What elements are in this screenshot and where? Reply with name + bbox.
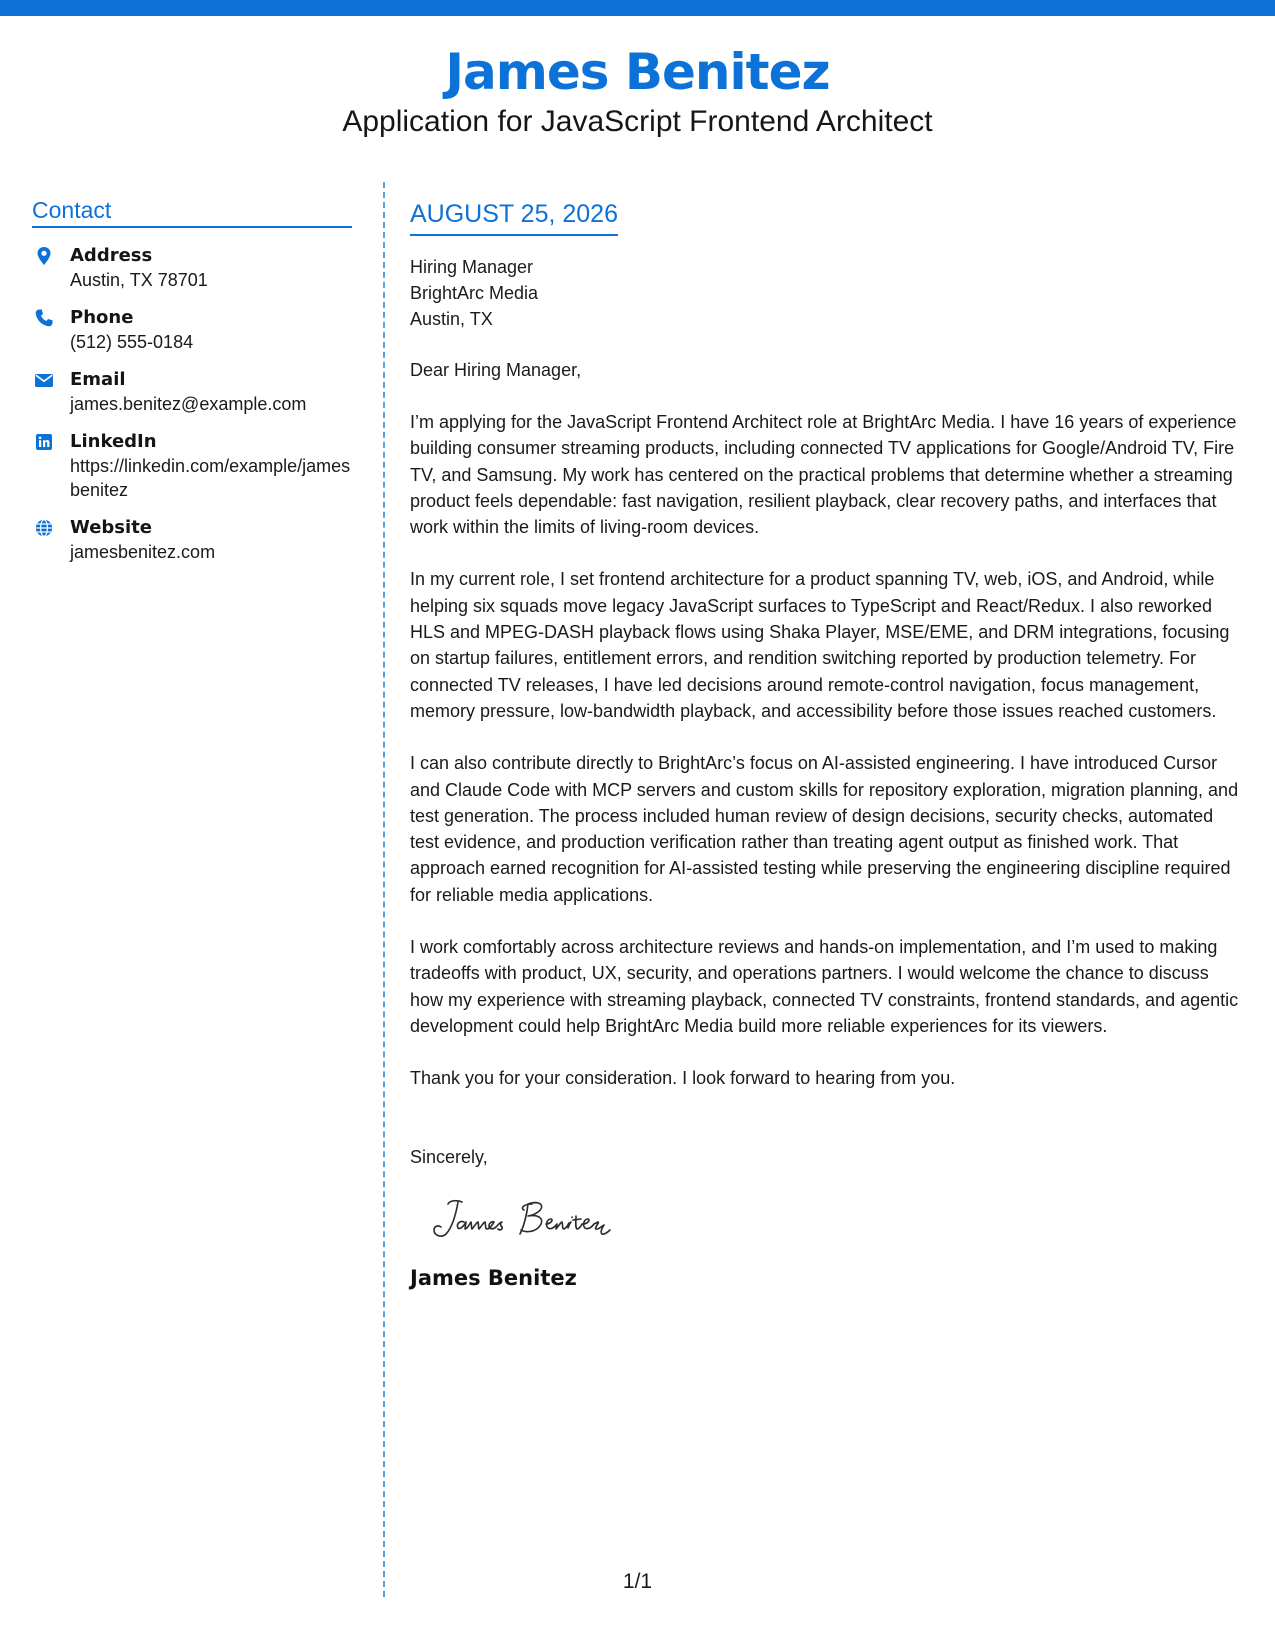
contact-item-linkedin bbox=[32, 430, 352, 502]
contact-sidebar bbox=[32, 196, 352, 564]
letter-paragraph: I work comfortably across architecture reviews and hands-on implementation, and I’m used to making tradeoffs with product, UX, security, and operations partners. I would welcome the chance to discuss how my experience with streaming playback, connected TV constraints, frontend standards, and agentic development could help BrightArc Media build more reliable experiences for its viewers. bbox=[410, 937, 1239, 1036]
header bbox=[0, 40, 1275, 140]
linkedin-icon bbox=[34, 432, 54, 452]
phone-icon bbox=[34, 308, 54, 328]
map-pin-icon bbox=[34, 246, 54, 266]
contact-label: Address bbox=[70, 245, 153, 266]
contact-item-phone bbox=[32, 306, 352, 354]
letter-date: AUGUST 25, 2026 bbox=[410, 198, 618, 236]
contact-item-email bbox=[32, 368, 352, 416]
email-value[interactable]: james.benitez@example.com bbox=[70, 394, 307, 414]
salutation: Dear Hiring Manager, bbox=[410, 360, 582, 380]
linkedin-value[interactable]: https://linkedin.com/example/jamesbenitez bbox=[70, 456, 351, 500]
globe-icon bbox=[34, 518, 54, 538]
address-value: Austin, TX 78701 bbox=[70, 270, 208, 290]
contact-item-website bbox=[32, 516, 352, 564]
envelope-icon bbox=[34, 370, 54, 390]
contact-label: Email bbox=[70, 369, 126, 390]
contact-title: Contact bbox=[32, 196, 352, 228]
letter-paragraph: I’m applying for the JavaScript Frontend Architect role at BrightArc Media. I have 16 years of experience building consumer streaming products, including connected TV applications for Google/Android TV, Fire TV, and Samsung. My work has centered on the practical problems that determine whether a streaming product feels dependable: fast navigation, resilient playback, clear recovery paths, and interfaces that work within the limits of living-room devices. bbox=[410, 412, 1237, 538]
signer-name: James Benitez bbox=[410, 1265, 577, 1290]
letter-paragraph: I can also contribute directly to BrightArc’s focus on AI-assisted engineering. I have introduced Cursor and Claude Code with MCP servers and custom skills for repository exploration, migration planning, and test generation. The process included human review of design decisions, security checks, automated test evidence, and production verification rather than treating agent output as finished work. That approach earned recognition for AI-assisted testing while preserving the engineering discipline required for reliable media applications. bbox=[410, 753, 1239, 905]
contact-item-address bbox=[32, 244, 352, 292]
applicant-name: James Benitez bbox=[445, 43, 830, 101]
recipient-block bbox=[410, 254, 1245, 332]
contact-label: Website bbox=[70, 517, 153, 538]
recipient-line: BrightArc Media bbox=[410, 283, 539, 303]
letter-paragraph: Thank you for your consideration. I look forward to hearing from you. bbox=[410, 1068, 956, 1089]
contact-list bbox=[32, 244, 352, 564]
phone-value: (512) 555-0184 bbox=[70, 332, 194, 352]
contact-label: Phone bbox=[70, 307, 134, 328]
letter-paragraph: In my current role, I set frontend architecture for a product spanning TV, web, iOS, and Android, while helping six squads move legacy JavaScript surfaces to TypeScript and React/Redux. I also reworked HLS and MPEG-DASH playback flows using Shaka Player, MSE/EME, and DRM integrations, focusing on startup failures, entitlement errors, and rendition switching reported by production telemetry. For connected TV releases, I have led decisions around remote-control navigation, focus management, memory pressure, low-bandwidth playback, and accessibility before those issues reached customers. bbox=[410, 569, 1230, 721]
application-subtitle: Application for JavaScript Frontend Architect bbox=[342, 105, 933, 138]
contact-label: LinkedIn bbox=[70, 431, 157, 452]
handwritten-signature bbox=[428, 1194, 658, 1246]
top-accent-bar bbox=[0, 0, 1275, 16]
page-number: 1/1 bbox=[622, 1570, 653, 1593]
recipient-line: Hiring Manager bbox=[410, 257, 534, 277]
letter-body bbox=[410, 198, 1245, 1290]
recipient-line: Austin, TX bbox=[410, 309, 493, 329]
column-divider bbox=[383, 182, 385, 1597]
website-value[interactable]: jamesbenitez.com bbox=[70, 542, 216, 562]
closing: Sincerely, bbox=[410, 1146, 488, 1167]
